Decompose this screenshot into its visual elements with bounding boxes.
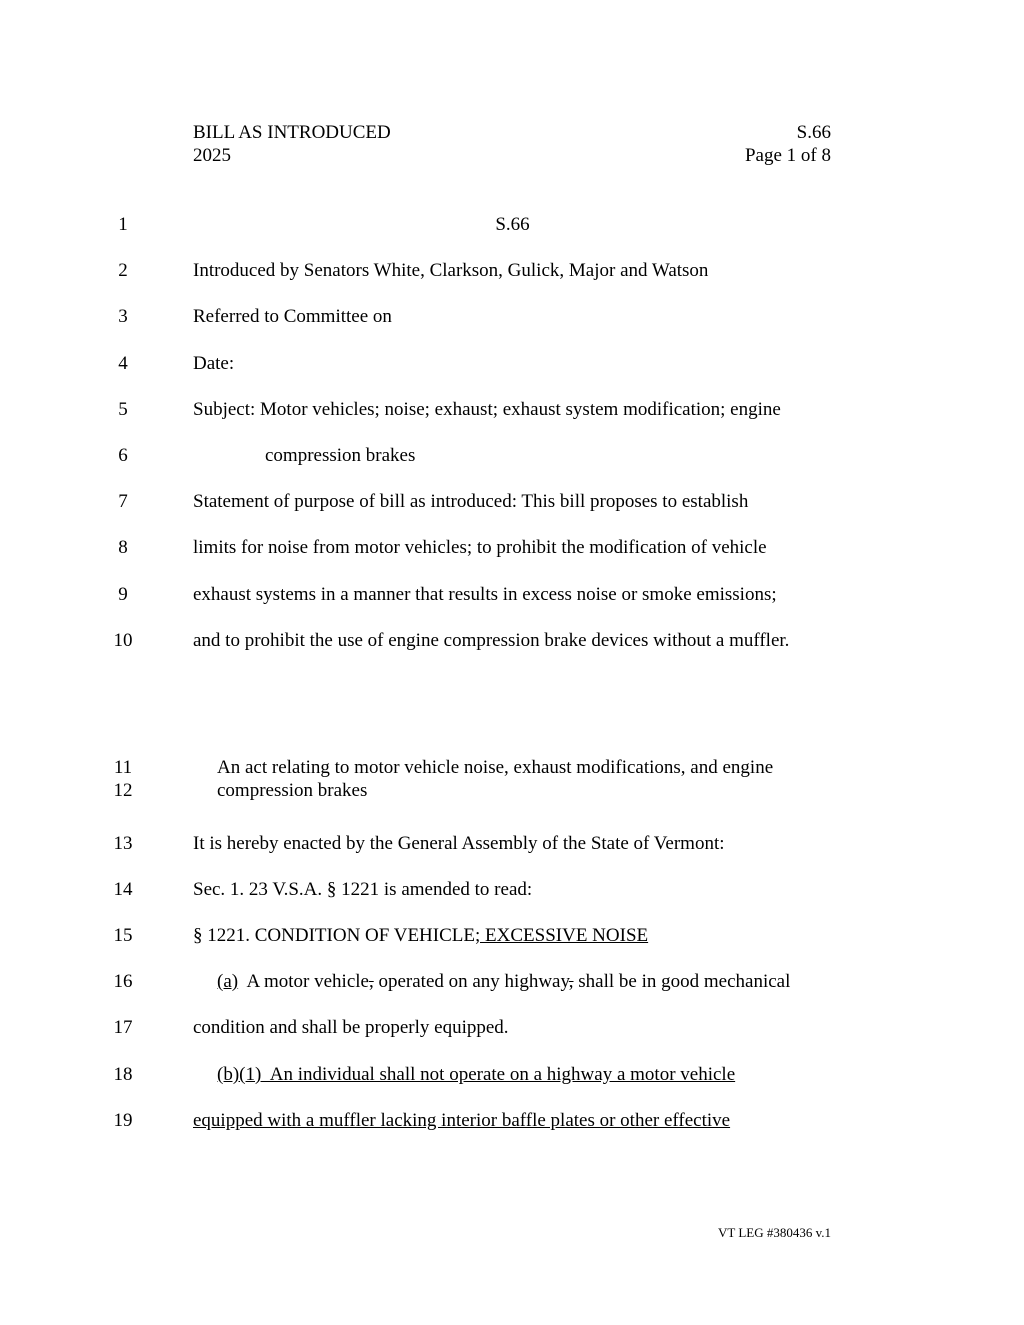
subsection-b-line-2: equipped with a muffler lacking interior baffle plates or other effective (193, 1110, 731, 1131)
purpose-line-1: Statement of purpose of bill as introduced: This bill proposes to establish (193, 491, 749, 512)
line-number: 2 (118, 260, 128, 281)
date-line: Date: (193, 353, 235, 374)
section-heading: Sec. 1. 23 V.S.A. § 1221 is amended to read: (193, 879, 533, 900)
line-number: 1 (118, 214, 128, 235)
line-number: 18 (113, 1064, 133, 1085)
line-number: 14 (113, 879, 133, 900)
line-number: 12 (113, 780, 133, 801)
sponsors-line: Introduced by Senators White, Clarkson, Gulick, Major and Watson (193, 260, 709, 281)
line-number: 6 (118, 445, 128, 466)
page-indicator: Page 1 of 8 (744, 145, 831, 166)
subsection-a-label: (a) (217, 971, 239, 992)
line-number: 10 (113, 630, 133, 651)
purpose-line-4: and to prohibit the use of engine compression brake devices without a muffler. (193, 630, 790, 651)
line-number: 17 (113, 1017, 133, 1038)
subsection-b-line-1: (b)(1) An individual shall not operate on a highway a motor vehicle (217, 1064, 736, 1085)
statute-heading-existing: § 1221. CONDITION OF VEHICLE (193, 925, 475, 946)
line-number: 3 (118, 306, 128, 327)
subsection-a-continuation: condition and shall be properly equipped. (193, 1017, 509, 1038)
line-number: 19 (113, 1110, 133, 1131)
bill-year: 2025 (193, 145, 231, 166)
text-segment: operated on any highway (373, 971, 569, 992)
purpose-line-2: limits for noise from motor vehicles; to prohibit the modification of vehicle (193, 537, 767, 558)
statute-heading (193, 925, 648, 947)
line-number: 8 (118, 537, 128, 558)
subsection-a-line (217, 971, 790, 993)
line-number: 9 (118, 584, 128, 605)
subject-continuation: compression brakes (265, 445, 416, 466)
committee-line: Referred to Committee on (193, 306, 392, 327)
bill-title-number: S.66 (495, 214, 530, 235)
bill-status: BILL AS INTRODUCED (193, 122, 391, 143)
line-number: 7 (118, 491, 128, 512)
bill-number-header: S.66 (796, 122, 831, 143)
statute-heading-added: ; EXCESSIVE NOISE (475, 925, 649, 946)
line-number: 5 (118, 399, 128, 420)
act-title-line-1: An act relating to motor vehicle noise, exhaust modifications, and engine (217, 757, 774, 778)
document-id-footer: VT LEG #380436 v.1 (717, 1225, 831, 1240)
act-title-line-2: compression brakes (217, 780, 368, 801)
purpose-line-3: exhaust systems in a manner that results in excess noise or smoke emissions; (193, 584, 777, 605)
text-segment: shall be in good mechanical (573, 971, 791, 992)
struck-comma: , (568, 971, 574, 992)
line-number: 13 (113, 833, 133, 854)
subject-line: Subject: Motor vehicles; noise; exhaust; exhaust system modification; engine (193, 399, 781, 420)
line-number: 4 (118, 353, 128, 374)
enacting-clause: It is hereby enacted by the General Assembly of the State of Vermont: (193, 833, 725, 854)
struck-comma: , (368, 971, 374, 992)
text-segment: A motor vehicle (238, 971, 369, 992)
line-number: 15 (113, 925, 133, 946)
line-number: 11 (113, 757, 133, 778)
line-number: 16 (113, 971, 133, 992)
